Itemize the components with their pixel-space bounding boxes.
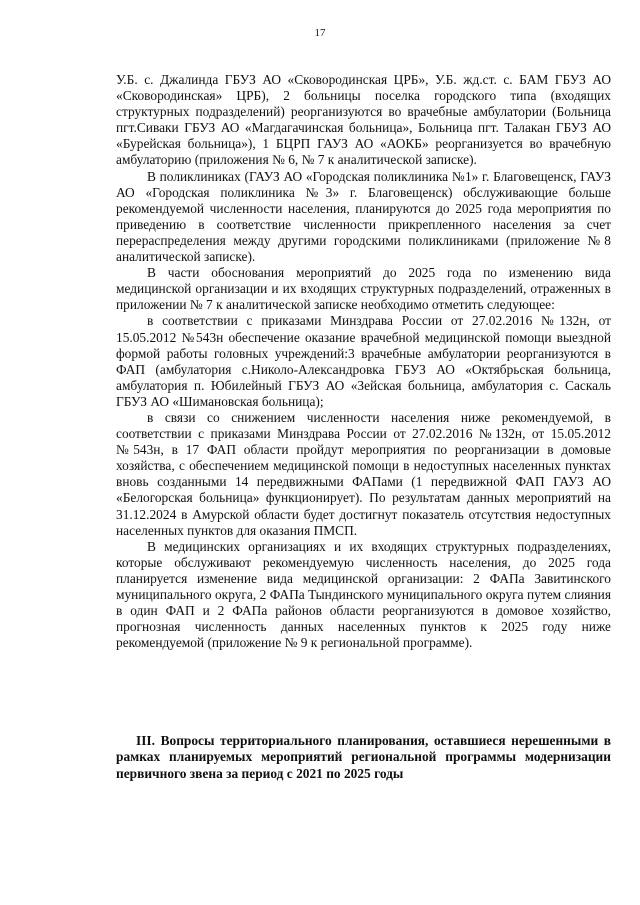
paragraph-item-ambulatories: в соответствии с приказами Минздрава России от 27.02.2016 №132н, от 15.05.2012 №543н обеспечение оказание врачебной медицинской помощи выездной формой работы головных учреждений:3 врачебные амбулатории реорганизуются в ФАП (амбулатория с.Николо-Александровка ГБУЗ АО «Октябрьская больница, амбулатория п. Юбилейный ГБУЗ АО «Зейская больница, амбулатория с. Саскаль ГБУЗ АО «Шимановская больница);	[116, 313, 611, 409]
section-heading: III. Вопросы территориального планирования, оставшиеся нерешенными в рамках планируемых мероприятий региональной программы модернизации первичного звена за период с 2021 по 2025 годы	[116, 733, 611, 781]
paragraph-continuation: У.Б. с. Джалинда ГБУЗ АО «Сковородинская ЦРБ», У.Б. жд.ст. с. БАМ ГБУЗ АО «Сковородинская» ЦРБ), 2 больницы поселка городского типа (входящих структурных подразделений) реорганизуются во врачебные амбулатории (Больница пгт.Сиваки ГБУЗ АО «Магдагачинская больница», Больница пгт. Талакан ГБУЗ АО «Бурейская больница»), 1 БЦРП ГАУЗ АО «АОКБ» реорганизуется во врачебную амбулаторию (приложения № 6, № 7 к аналитической записке).	[116, 72, 611, 168]
paragraph-item-population-decline: в связи со снижением численности населения ниже рекомендуемой, в соответствии с приказами Минздрава России от 27.02.2016 №132н, от 15.05.2012 №543н, в 17 ФАП области пройдут мероприятия по реорганизации в домовые хозяйства, с обеспечением медицинской помощи в недоступных населенных пунктах вновь созданными 14 передвижными ФАПами (1 передвижной ФАП ГАУЗ АО «Белогорская больница» функционирует). По результатам данных мероприятий на 31.12.2024 в Амурской области будет достигнут показатель отсутствия недоступных населенных пунктов для оказания ПМСП.	[116, 409, 611, 538]
paragraph-justification: В части обоснования мероприятий до 2025 года по изменению вида медицинской организации и их входящих структурных подразделений, отраженных в приложении № 7 к аналитической записке необходимо отметить следующее:	[116, 265, 611, 313]
paragraph-medical-organizations: В медицинских организациях и их входящих структурных подразделениях, которые обслуживают рекомендуемую численность населения, до 2025 года планируется изменение вида медицинской организации: 2 ФАПа Завитинского муниципального округа, 2 ФАПа Тындинского муниципального округа путем слияния в один ФАП и 2 ФАПа районов области реорганизуются в домовое хозяйство, прогнозная численность данных населенных пунктов к 2025 году ниже рекомендуемой (приложение № 9 к региональной программе).	[116, 538, 611, 651]
page-number: 17	[314, 27, 326, 39]
paragraph-polyclinics: В поликлиниках (ГАУЗ АО «Городская поликлиника №1» г. Благовещенск, ГАУЗ АО «Городская поликлиника №3» г. Благовещенск) обслуживающие больше рекомендуемой численности населения, планируются до 2025 года мероприятия по приведению в соответствие численности прикрепленного населения за счет перераспределения между другими городскими поликлиниками (приложение №8 аналитической записке).	[116, 168, 611, 265]
body-text	[116, 72, 611, 651]
